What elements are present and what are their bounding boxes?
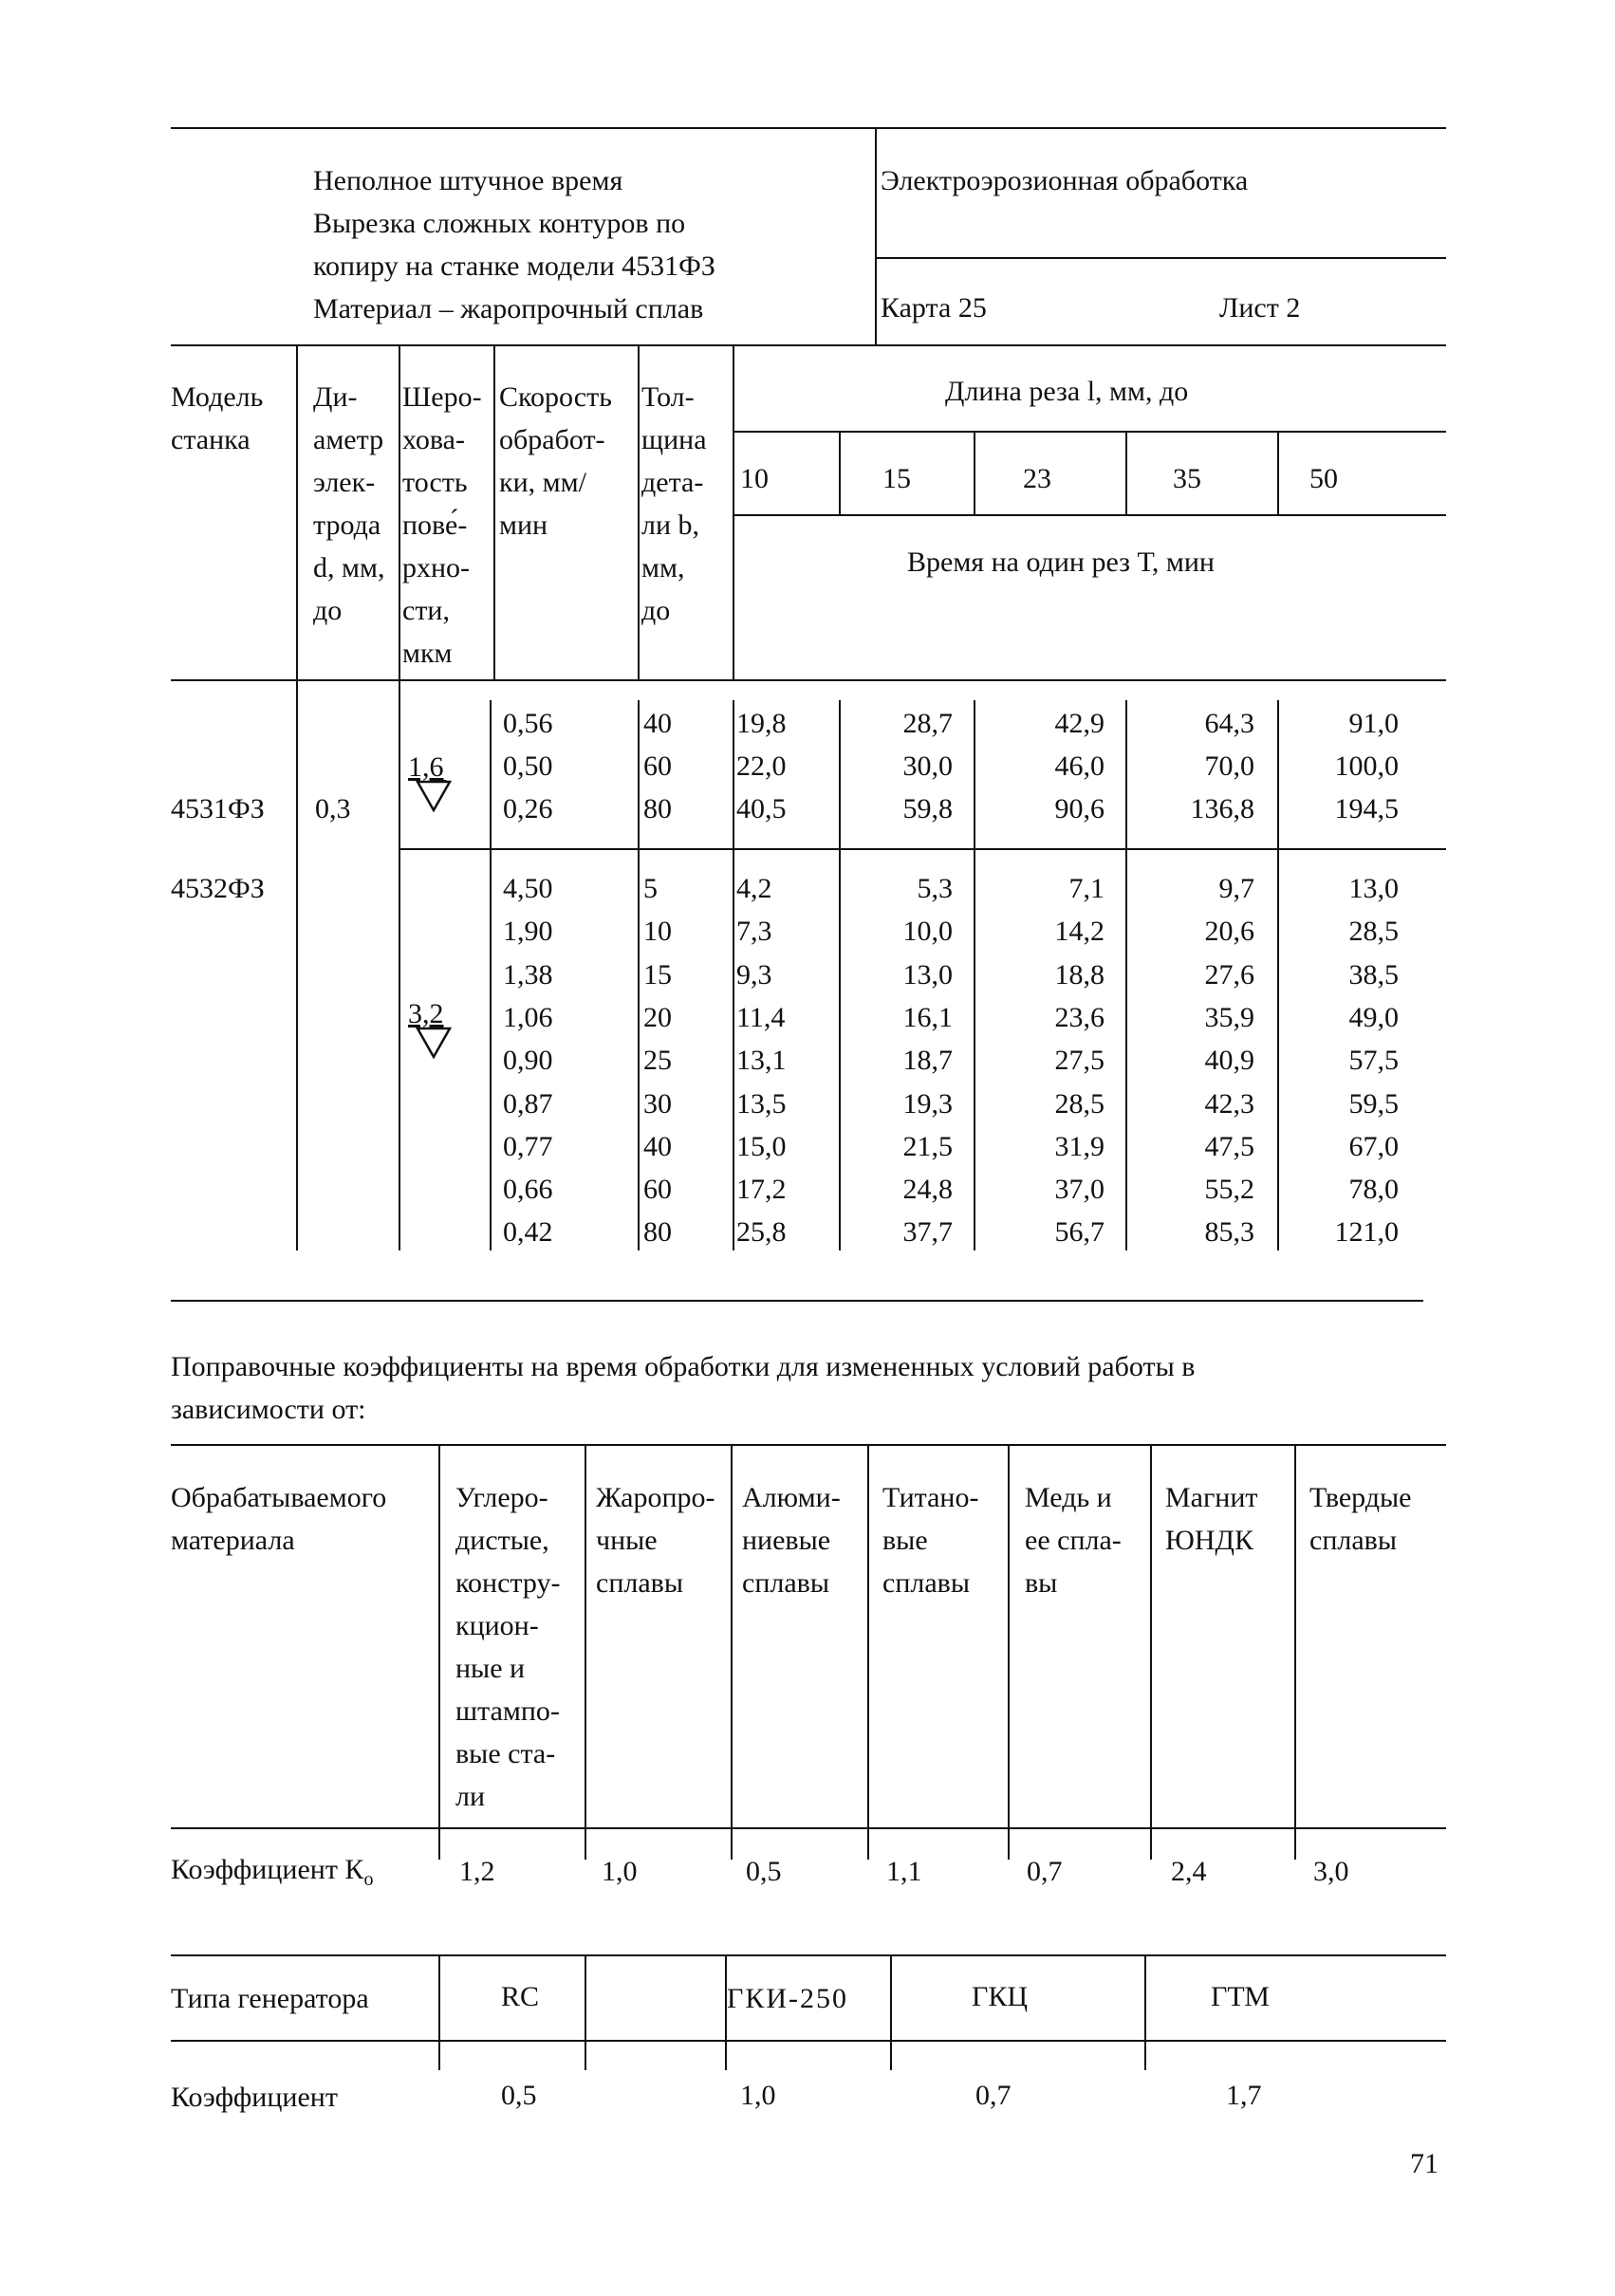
table-cell: 31,9	[1054, 1130, 1105, 1162]
material-column-header: Твердые сплавы	[1309, 1482, 1412, 1556]
body-divider	[733, 700, 734, 1250]
table-cell: 49,0	[1348, 1001, 1399, 1033]
material-column-header: Алюми- ниевые сплавы	[742, 1482, 841, 1599]
correction-intro: Поправочные коэффициенты на время обработки для измененных условий работы в зависимости от:	[171, 1351, 1196, 1425]
page-number: 71	[1410, 2148, 1439, 2179]
length-values-rule	[734, 514, 1446, 516]
generator-top-rule	[171, 1954, 1446, 1956]
generator-coef-value: 1,0	[740, 2080, 776, 2111]
table-cell: 80	[643, 1216, 672, 1249]
material-row-header: Обрабатываемого материала	[171, 1482, 387, 1556]
generator-divider	[1144, 1956, 1146, 2070]
generator-row-header: Типа генератора	[171, 1983, 369, 2014]
table-cell: 37,7	[902, 1216, 953, 1249]
table-cell: 40,9	[1204, 1045, 1254, 1077]
group-separator	[400, 848, 1446, 850]
table-cell: 37,0	[1054, 1174, 1105, 1206]
table-cell: 100,0	[1334, 750, 1399, 782]
generator-coef-value: 1,7	[1226, 2080, 1262, 2111]
table-cell: 55,2	[1204, 1174, 1254, 1206]
table-cell: 14,2	[1054, 916, 1105, 948]
table-cell: 10,0	[902, 916, 953, 948]
table-cell: 60	[643, 1174, 672, 1206]
table-cell: 16,1	[902, 1001, 953, 1033]
generator-divider	[438, 1956, 440, 2070]
table-cell: 4,2	[736, 873, 772, 904]
material-coef-value: 1,1	[886, 1856, 922, 1887]
table-cell: 27,6	[1204, 958, 1254, 991]
material-divider	[585, 1446, 586, 1860]
header-line: копиру на станке модели 4531ФЗ	[313, 250, 715, 282]
header-title-block	[313, 159, 715, 330]
table-cell: 59,8	[902, 793, 953, 824]
table-cell: 0,66	[503, 1174, 553, 1206]
table-cell: 0,26	[503, 793, 553, 824]
col-divider	[974, 433, 975, 514]
material-column-header: Углеро- дистые, констру- кцион- ные и штампо- вые ста- ли	[455, 1482, 561, 1812]
generator-mid-rule	[171, 2040, 1446, 2042]
table-cell: 27,5	[1054, 1045, 1105, 1077]
header-diameter: Ди- аметр элек- трода d, мм, до	[313, 381, 385, 626]
table-cell: 67,0	[1348, 1130, 1399, 1162]
table-cell: 24,8	[902, 1174, 953, 1206]
table-cell: 46,0	[1054, 750, 1105, 782]
header-top-rule	[171, 127, 1446, 129]
generator-type: ГКИ-250	[727, 1983, 849, 2014]
col-divider	[493, 346, 495, 680]
table-cell: 35,9	[1204, 1001, 1254, 1033]
length-value: 50	[1309, 463, 1338, 494]
main-header-bottom-rule	[171, 679, 1446, 681]
table-cell: 0,87	[503, 1087, 553, 1120]
material-divider	[731, 1446, 733, 1860]
table-cell: 25	[643, 1045, 672, 1077]
body-divider	[490, 700, 492, 1250]
material-coef-value: 0,7	[1027, 1856, 1063, 1887]
table-cell: 18,7	[902, 1045, 953, 1077]
table-cell: 90,6	[1054, 793, 1105, 824]
table-cell: 0,56	[503, 708, 553, 739]
length-value: 10	[740, 463, 769, 494]
material-mid-rule	[171, 1827, 1446, 1829]
col-divider	[638, 346, 640, 680]
table-cell: 0,50	[503, 750, 553, 782]
table-cell: 11,4	[736, 1001, 786, 1033]
col-divider	[399, 346, 400, 680]
card-number: Карта 25	[881, 292, 987, 324]
sheet-number: Лист 2	[1219, 292, 1301, 324]
table-cell: 28,5	[1054, 1087, 1105, 1120]
material-coef-value: 1,2	[459, 1856, 495, 1887]
table-cell: 9,3	[736, 958, 772, 991]
roughness-triangle-icon	[416, 780, 452, 812]
table-cell: 7,3	[736, 916, 772, 948]
body-divider	[1277, 700, 1279, 1250]
coefficient-k-label: Коэффициент $К_о$	[171, 1854, 374, 1890]
header-right-title: Электроэрозионная обработка	[881, 165, 1249, 196]
table-cell: 19,8	[736, 708, 787, 739]
col-divider	[296, 346, 298, 680]
generator-coef-label: Коэффициент	[171, 2082, 338, 2113]
generator-divider	[585, 1956, 586, 2070]
table-cell: 47,5	[1204, 1130, 1254, 1162]
table-cell: 38,5	[1348, 958, 1399, 991]
table-cell: 30,0	[902, 750, 953, 782]
col-divider	[1277, 433, 1279, 514]
table-cell: 15,0	[736, 1130, 787, 1162]
body-divider	[638, 700, 640, 1250]
length-title-rule	[734, 431, 1446, 433]
table-cell: 57,5	[1348, 1045, 1399, 1077]
table-cell: 25,8	[736, 1216, 787, 1249]
body-divider	[296, 681, 298, 1250]
generator-divider	[890, 1956, 892, 2070]
roughness-value: 1,6	[408, 751, 444, 783]
body-divider	[399, 681, 400, 1250]
length-value: 35	[1173, 463, 1201, 494]
material-divider	[438, 1446, 440, 1860]
time-title: Время на один рез Т, мин	[907, 546, 1215, 578]
table-cell: 1,38	[503, 958, 553, 991]
table-cell: 40	[643, 708, 672, 739]
material-column-header: Медь и ее спла- вы	[1025, 1482, 1122, 1599]
table-cell: 19,3	[902, 1087, 953, 1120]
generator-coef-value: 0,5	[501, 2080, 537, 2111]
table-cell: 59,5	[1348, 1087, 1399, 1120]
length-value: 15	[882, 463, 911, 494]
table-cell: 0,42	[503, 1216, 553, 1249]
header-model: Модель станка	[171, 381, 264, 455]
table-cell: 0,90	[503, 1045, 553, 1077]
model-name: 4531ФЗ	[171, 793, 265, 824]
table-cell: 0,77	[503, 1130, 553, 1162]
table-cell: 70,0	[1204, 750, 1254, 782]
table-cell: 18,8	[1054, 958, 1105, 991]
table-cell: 78,0	[1348, 1174, 1399, 1206]
table-cell: 80	[643, 793, 672, 824]
header-speed: Скорость обработ- ки, мм/ мин	[499, 381, 612, 541]
section-rule	[171, 1300, 1423, 1302]
header-line: Вырезка сложных контуров по	[313, 208, 686, 239]
table-cell: 91,0	[1348, 708, 1399, 739]
generator-coef-value: 0,7	[975, 2080, 1012, 2111]
table-cell: 23,6	[1054, 1001, 1105, 1033]
table-cell: 17,2	[736, 1174, 787, 1206]
table-cell: 13,1	[736, 1045, 787, 1077]
col-divider	[733, 346, 734, 680]
header-bottom-rule	[171, 344, 1446, 346]
roughness-triangle-icon	[416, 1027, 452, 1059]
table-cell: 1,06	[503, 1001, 553, 1033]
material-divider	[1294, 1446, 1296, 1860]
table-cell: 28,5	[1348, 916, 1399, 948]
table-cell: 4,50	[503, 873, 553, 904]
table-cell: 13,0	[1348, 873, 1399, 904]
table-cell: 5	[643, 873, 658, 904]
table-cell: 22,0	[736, 750, 787, 782]
length-title: Длина реза l, мм, до	[945, 376, 1189, 407]
material-coef-value: 2,4	[1171, 1856, 1207, 1887]
generator-type: ГКЦ	[972, 1981, 1029, 2012]
table-cell: 40,5	[736, 793, 787, 824]
model-name: 4532ФЗ	[171, 873, 265, 904]
header-roughness: Шеро- хова- тость пове́- рхно- сти, мкм	[402, 381, 482, 669]
table-cell: 20,6	[1204, 916, 1254, 948]
table-cell: 42,9	[1054, 708, 1105, 739]
table-cell: 121,0	[1334, 1216, 1399, 1249]
table-cell: 136,8	[1190, 793, 1254, 824]
header-line: Материал – жаропрочный сплав	[313, 293, 704, 324]
table-cell: 42,3	[1204, 1087, 1254, 1120]
table-cell: 15	[643, 958, 672, 991]
table-cell: 85,3	[1204, 1216, 1254, 1249]
material-column-header: Жаропро- чные сплавы	[596, 1482, 715, 1599]
table-cell: 9,7	[1218, 873, 1254, 904]
header-right-rule	[877, 257, 1446, 259]
material-top-rule	[171, 1444, 1446, 1446]
table-cell: 1,90	[503, 916, 553, 948]
table-cell: 40	[643, 1130, 672, 1162]
roughness-value: 3,2	[408, 998, 444, 1029]
header-divider	[875, 127, 877, 345]
generator-type: RC	[501, 1981, 540, 2012]
col-divider	[1125, 433, 1127, 514]
header-line: Неполное штучное время	[313, 165, 623, 196]
table-cell: 7,1	[1068, 873, 1105, 904]
material-column-header: Магнит ЮНДК	[1165, 1482, 1258, 1556]
generator-type: ГТМ	[1211, 1981, 1270, 2012]
table-cell: 28,7	[902, 708, 953, 739]
material-divider	[867, 1446, 869, 1860]
header-thickness: Тол- щина дета- ли b, мм, до	[641, 381, 707, 626]
material-divider	[1008, 1446, 1010, 1860]
table-cell: 21,5	[902, 1130, 953, 1162]
material-coef-value: 1,0	[602, 1856, 638, 1887]
body-divider	[974, 700, 975, 1250]
col-divider	[839, 433, 841, 514]
table-cell: 5,3	[917, 873, 953, 904]
table-cell: 194,5	[1334, 793, 1399, 824]
material-coef-value: 3,0	[1313, 1856, 1349, 1887]
length-value: 23	[1023, 463, 1051, 494]
table-cell: 30	[643, 1087, 672, 1120]
table-cell: 60	[643, 750, 672, 782]
material-column-header: Титано- вые сплавы	[882, 1482, 979, 1599]
table-cell: 13,5	[736, 1087, 787, 1120]
table-cell: 10	[643, 916, 672, 948]
table-cell: 13,0	[902, 958, 953, 991]
diameter-value: 0,3	[315, 793, 351, 824]
table-cell: 64,3	[1204, 708, 1254, 739]
body-divider	[1125, 700, 1127, 1250]
table-cell: 56,7	[1054, 1216, 1105, 1249]
material-coef-value: 0,5	[746, 1856, 782, 1887]
table-cell: 20	[643, 1001, 672, 1033]
material-divider	[1150, 1446, 1152, 1860]
